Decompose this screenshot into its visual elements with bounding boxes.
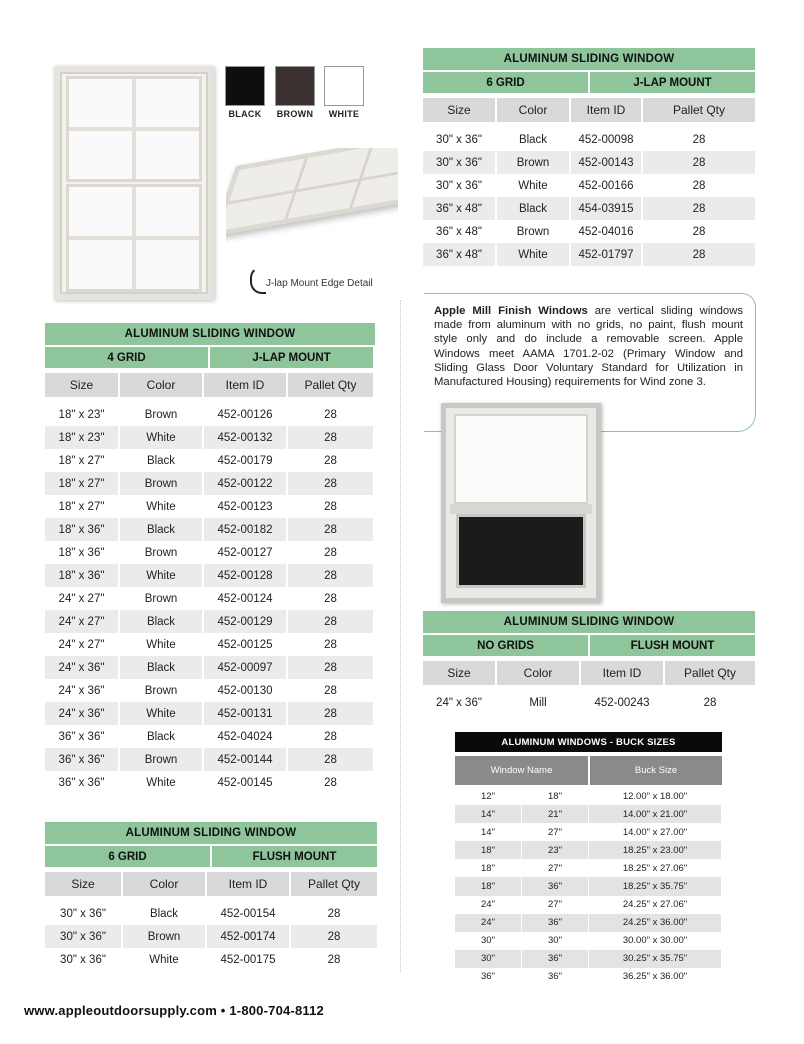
table-row	[45, 948, 377, 971]
table-cell: 24" x 27"	[58, 638, 105, 651]
table-row	[45, 449, 375, 472]
table-cell: 24" x 27"	[58, 592, 105, 605]
table-cell: 452-00097	[204, 656, 286, 679]
grid-label: NO GRIDS	[423, 635, 588, 656]
edge-detail-caption: J-lap Mount Edge Detail	[266, 278, 373, 289]
table-nogrids-flush	[423, 611, 755, 714]
table-cell: 24" x 36"	[58, 684, 105, 697]
buck-row	[455, 841, 722, 859]
table-cell: 28	[324, 500, 337, 513]
mount-label: FLUSH MOUNT	[212, 846, 377, 867]
table-row	[45, 564, 375, 587]
buck-cell-size: 18.25" x 35.75"	[589, 877, 721, 895]
column-header: Color	[497, 661, 579, 685]
upper-sash	[66, 76, 202, 182]
buck-sizes-header	[455, 756, 722, 785]
table-row	[45, 472, 375, 495]
table-cell: 28	[327, 907, 341, 920]
column-header: Size	[423, 98, 495, 122]
table-cell: 30" x 36"	[60, 907, 106, 920]
table-cell: Brown	[497, 151, 569, 174]
buck-row	[455, 787, 722, 805]
table-row	[45, 495, 375, 518]
table-cell: 28	[324, 776, 337, 789]
table-cell: Brown	[144, 408, 178, 421]
buck-sizes-rows	[455, 787, 722, 986]
table-cell: 452-00130	[217, 684, 273, 697]
table-cell: White	[518, 179, 548, 192]
table-row	[45, 633, 375, 656]
table-cell: White	[146, 638, 176, 651]
table-cell: 452-04016	[578, 225, 634, 238]
buck-cell-width: 18"	[481, 862, 495, 874]
table-cell: 28	[288, 610, 373, 633]
buck-cell-width: 30"	[455, 950, 521, 968]
table-cell: 28	[291, 925, 377, 948]
table-cell: 28	[643, 197, 755, 220]
table-cell: 28	[324, 592, 337, 605]
buck-cell-width: 24"	[455, 914, 521, 932]
table-cell: 28	[288, 748, 373, 771]
table-cell: 28	[324, 684, 337, 697]
table-cell: 28	[643, 243, 755, 266]
table-cell: 18" x 23"	[45, 426, 118, 449]
table-cell: 18" x 36"	[45, 518, 118, 541]
table-cell: 452-00131	[204, 702, 286, 725]
table-row	[423, 243, 755, 266]
mill-finish-window-image	[441, 403, 601, 603]
table-cell: 28	[643, 151, 755, 174]
table-header	[45, 872, 377, 896]
column-header: Pallet Qty	[643, 98, 755, 122]
table-cell: Black	[518, 133, 548, 146]
table-cell: 28	[288, 564, 373, 587]
table-cell: 30" x 36"	[436, 179, 482, 192]
buck-cell-height: 36"	[548, 971, 562, 983]
buck-cell-height: 21"	[522, 805, 588, 823]
buck-cell-size: 12.00" x 18.00"	[622, 790, 688, 802]
table-row	[45, 587, 375, 610]
table-cell: Black	[497, 197, 569, 220]
swatch-label-brown: BROWN	[276, 109, 314, 119]
table-cell: White	[149, 953, 179, 966]
table-row	[45, 771, 375, 794]
buck-cell-size: 18.25" x 27.06"	[622, 862, 688, 874]
column-header: Item ID	[571, 98, 641, 122]
table-cell: 18" x 27"	[58, 454, 105, 467]
buck-cell-width: 14"	[481, 826, 495, 838]
column-header: Color	[123, 872, 205, 896]
table-6grid-jlap	[423, 48, 755, 266]
buck-cell-width: 14"	[455, 805, 521, 823]
buck-row	[455, 859, 722, 877]
buck-sizes-title: ALUMINUM WINDOWS - BUCK SIZES	[455, 732, 722, 752]
table-subtitle	[45, 846, 377, 867]
table-cell: 28	[327, 953, 341, 966]
table-row	[45, 403, 375, 426]
table-cell: 452-00127	[217, 546, 273, 559]
table-cell: Brown	[144, 546, 178, 559]
table-cell: Black	[149, 907, 179, 920]
swatch-black	[225, 66, 265, 106]
table-cell: White	[120, 564, 202, 587]
buck-row	[455, 914, 722, 932]
table-row	[423, 174, 755, 197]
buck-cell-height: 27"	[548, 862, 562, 874]
table-cell: 28	[324, 546, 337, 559]
mount-label: J-LAP MOUNT	[590, 72, 755, 93]
table-cell: 28	[288, 518, 373, 541]
table-cell: 36" x 48"	[423, 197, 495, 220]
table-cell: Brown	[516, 225, 550, 238]
table-row	[45, 702, 375, 725]
table-cell: Brown	[120, 748, 202, 771]
table-cell: 28	[692, 225, 706, 238]
table-cell: 452-00122	[204, 472, 286, 495]
buck-cell-size: 30.00" x 30.00"	[622, 935, 688, 947]
table-row	[45, 426, 375, 449]
table-cell: White	[497, 243, 569, 266]
column-header: Color	[497, 98, 569, 122]
table-cell: 452-00129	[204, 610, 286, 633]
buck-row	[455, 805, 722, 823]
mill-finish-heading: Apple Mill Finish Windows	[434, 305, 588, 317]
table-cell: 24" x 27"	[45, 610, 118, 633]
table-cell: 36" x 36"	[58, 730, 105, 743]
table-cell: 28	[324, 638, 337, 651]
table-cell: 18" x 27"	[58, 500, 105, 513]
column-divider	[400, 300, 401, 972]
table-cell: 28	[288, 472, 373, 495]
table-row	[423, 128, 755, 151]
table-cell: Black	[120, 610, 202, 633]
table-row	[45, 925, 377, 948]
table-cell: Black	[146, 730, 176, 743]
buck-header-buck-size: Buck Size	[590, 756, 722, 785]
table-cell: Mill	[529, 696, 547, 709]
mount-label: FLUSH MOUNT	[590, 635, 755, 656]
buck-row	[455, 932, 722, 950]
table-subtitle	[45, 347, 375, 368]
table-subtitle	[423, 635, 755, 656]
column-header: Item ID	[207, 872, 289, 896]
table-row	[45, 518, 375, 541]
table-cell: 454-03915	[571, 197, 641, 220]
buck-row	[455, 877, 722, 895]
table-cell: 452-00179	[217, 454, 273, 467]
table-cell: 452-00128	[204, 564, 286, 587]
buck-cell-width: 24"	[481, 899, 495, 911]
table-title: ALUMINUM SLIDING WINDOW	[45, 822, 377, 844]
table-cell: 28	[288, 426, 373, 449]
table-cell: 30" x 36"	[45, 925, 121, 948]
table-row	[423, 197, 755, 220]
column-header: Size	[45, 373, 118, 397]
table-row	[423, 220, 755, 243]
table-cell: Black	[146, 454, 176, 467]
table-cell: 28	[692, 179, 706, 192]
column-header: Item ID	[581, 661, 663, 685]
buck-cell-size: 30.25" x 35.75"	[589, 950, 721, 968]
table-4grid-jlap	[45, 323, 375, 794]
table-cell: 452-00243	[594, 696, 650, 709]
table-cell: 24" x 36"	[436, 696, 482, 709]
table-cell: 28	[324, 454, 337, 467]
table-cell: White	[146, 776, 176, 789]
table-cell: 30" x 36"	[436, 133, 482, 146]
swatch-label-black: BLACK	[228, 109, 262, 119]
buck-cell-height: 23"	[522, 841, 588, 859]
table-cell: 24" x 36"	[45, 702, 118, 725]
buck-row	[455, 896, 722, 914]
column-header: Color	[120, 373, 202, 397]
screen-pane	[456, 514, 586, 588]
table-cell: 452-00098	[578, 133, 634, 146]
table-cell: 28	[288, 656, 373, 679]
table-row	[45, 610, 375, 633]
table-row	[45, 541, 375, 564]
grid-label: 4 GRID	[45, 347, 208, 368]
lower-sash	[66, 184, 202, 292]
mill-finish-text: are vertical sliding windows made from aluminum with no grids, no paint, flush mount style only and do include a removable screen. Apple Windows meet AAMA 1701.2-02 (Primary Window and Sliding Glass Door Voluntary Standard for Utilization in Manufactured Housing) requirements for Wind zone 3.	[434, 305, 744, 389]
buck-cell-height: 18"	[548, 790, 562, 802]
column-header: Pallet Qty	[288, 373, 373, 397]
buck-cell-width: 12"	[481, 790, 495, 802]
table-cell: 24" x 36"	[45, 656, 118, 679]
table-cell: White	[146, 500, 176, 513]
table-cell: 452-00182	[204, 518, 286, 541]
table-row	[45, 748, 375, 771]
table-header	[45, 373, 375, 397]
table-cell: 452-00175	[220, 953, 276, 966]
table-subtitle	[423, 72, 755, 93]
buck-cell-size: 14.00" x 21.00"	[589, 805, 721, 823]
table-cell: 452-04024	[217, 730, 273, 743]
buck-cell-height: 27"	[548, 826, 562, 838]
table-cell: White	[120, 426, 202, 449]
table-cell: 452-00124	[217, 592, 273, 605]
buck-cell-size: 36.25" x 36.00"	[622, 971, 688, 983]
swatch-white	[324, 66, 364, 106]
table-cell: 18" x 23"	[58, 408, 105, 421]
window-4grid-image	[54, 66, 214, 300]
table-cell: 452-00123	[217, 500, 273, 513]
grid-label: 6 GRID	[45, 846, 210, 867]
table-cell: White	[120, 702, 202, 725]
table-cell: 452-00174	[207, 925, 289, 948]
buck-row	[455, 968, 722, 986]
column-header: Size	[423, 661, 495, 685]
buck-cell-height: 30"	[548, 935, 562, 947]
table-cell: 36" x 36"	[45, 748, 118, 771]
table-cell: 18" x 27"	[45, 472, 118, 495]
table-row	[45, 656, 375, 679]
buck-cell-height: 36"	[522, 950, 588, 968]
table-cell: 36" x 36"	[58, 776, 105, 789]
curved-arrow-icon	[250, 266, 266, 294]
mount-label: J-LAP MOUNT	[210, 347, 373, 368]
table-cell: 18" x 36"	[45, 564, 118, 587]
table-cell: 452-00144	[204, 748, 286, 771]
buck-header-window-name: Window Name	[455, 756, 588, 785]
buck-cell-height: 36"	[522, 914, 588, 932]
jlap-edge-detail-image	[226, 148, 398, 256]
table-row	[45, 679, 375, 702]
table-header	[423, 98, 755, 122]
table-cell: 452-00132	[204, 426, 286, 449]
buck-cell-size: 14.00" x 27.00"	[622, 826, 688, 838]
swatch-brown	[275, 66, 315, 106]
table-cell: 452-00166	[578, 179, 634, 192]
table-cell: Black	[120, 656, 202, 679]
grid-label: 6 GRID	[423, 72, 588, 93]
table-cell: 28	[324, 730, 337, 743]
buck-cell-height: 36"	[522, 877, 588, 895]
buck-cell-width: 36"	[481, 971, 495, 983]
table-cell: 452-00125	[217, 638, 273, 651]
buck-cell-size: 24.25" x 27.06"	[622, 899, 688, 911]
swatch-label-white: WHITE	[328, 109, 360, 119]
buck-cell-width: 18"	[455, 841, 521, 859]
table-cell: 30" x 36"	[60, 953, 106, 966]
buck-row	[455, 950, 722, 968]
buck-cell-width: 18"	[455, 877, 521, 895]
table-row	[423, 151, 755, 174]
table-header	[423, 661, 755, 685]
footer-contact: www.appleoutdoorsupply.com • 1-800-704-8112	[24, 1003, 324, 1018]
table-row	[45, 902, 377, 925]
table-cell: 452-01797	[571, 243, 641, 266]
table-cell: 452-00126	[217, 408, 273, 421]
table-cell: 452-00154	[220, 907, 276, 920]
table-cell: 452-00143	[571, 151, 641, 174]
column-header: Pallet Qty	[291, 872, 377, 896]
table-cell: Brown	[120, 472, 202, 495]
table-title: ALUMINUM SLIDING WINDOW	[45, 323, 375, 345]
table-cell: 28	[703, 696, 717, 709]
table-cell: 36" x 48"	[436, 225, 482, 238]
table-cell: Black	[120, 518, 202, 541]
buck-cell-height: 27"	[548, 899, 562, 911]
table-cell: 36" x 48"	[423, 243, 495, 266]
table-cell: Brown	[123, 925, 205, 948]
table-cell: 28	[288, 702, 373, 725]
table-cell: Brown	[144, 592, 178, 605]
buck-row	[455, 823, 722, 841]
table-cell: 28	[692, 133, 706, 146]
column-header: Pallet Qty	[665, 661, 755, 685]
mill-finish-description	[434, 304, 743, 389]
table-cell: Brown	[144, 684, 178, 697]
buck-sizes-table	[455, 732, 722, 986]
column-header: Item ID	[204, 373, 286, 397]
table-cell: 28	[324, 408, 337, 421]
buck-cell-size: 18.25" x 23.00"	[589, 841, 721, 859]
table-row	[423, 691, 755, 714]
column-header: Size	[45, 872, 121, 896]
table-cell: 452-00145	[217, 776, 273, 789]
buck-cell-width: 30"	[481, 935, 495, 947]
table-cell: 30" x 36"	[423, 151, 495, 174]
table-6grid-flush	[45, 822, 377, 971]
buck-cell-size: 24.25" x 36.00"	[589, 914, 721, 932]
table-cell: 18" x 36"	[58, 546, 105, 559]
table-row	[45, 725, 375, 748]
table-title: ALUMINUM SLIDING WINDOW	[423, 48, 755, 70]
table-title: ALUMINUM SLIDING WINDOW	[423, 611, 755, 633]
